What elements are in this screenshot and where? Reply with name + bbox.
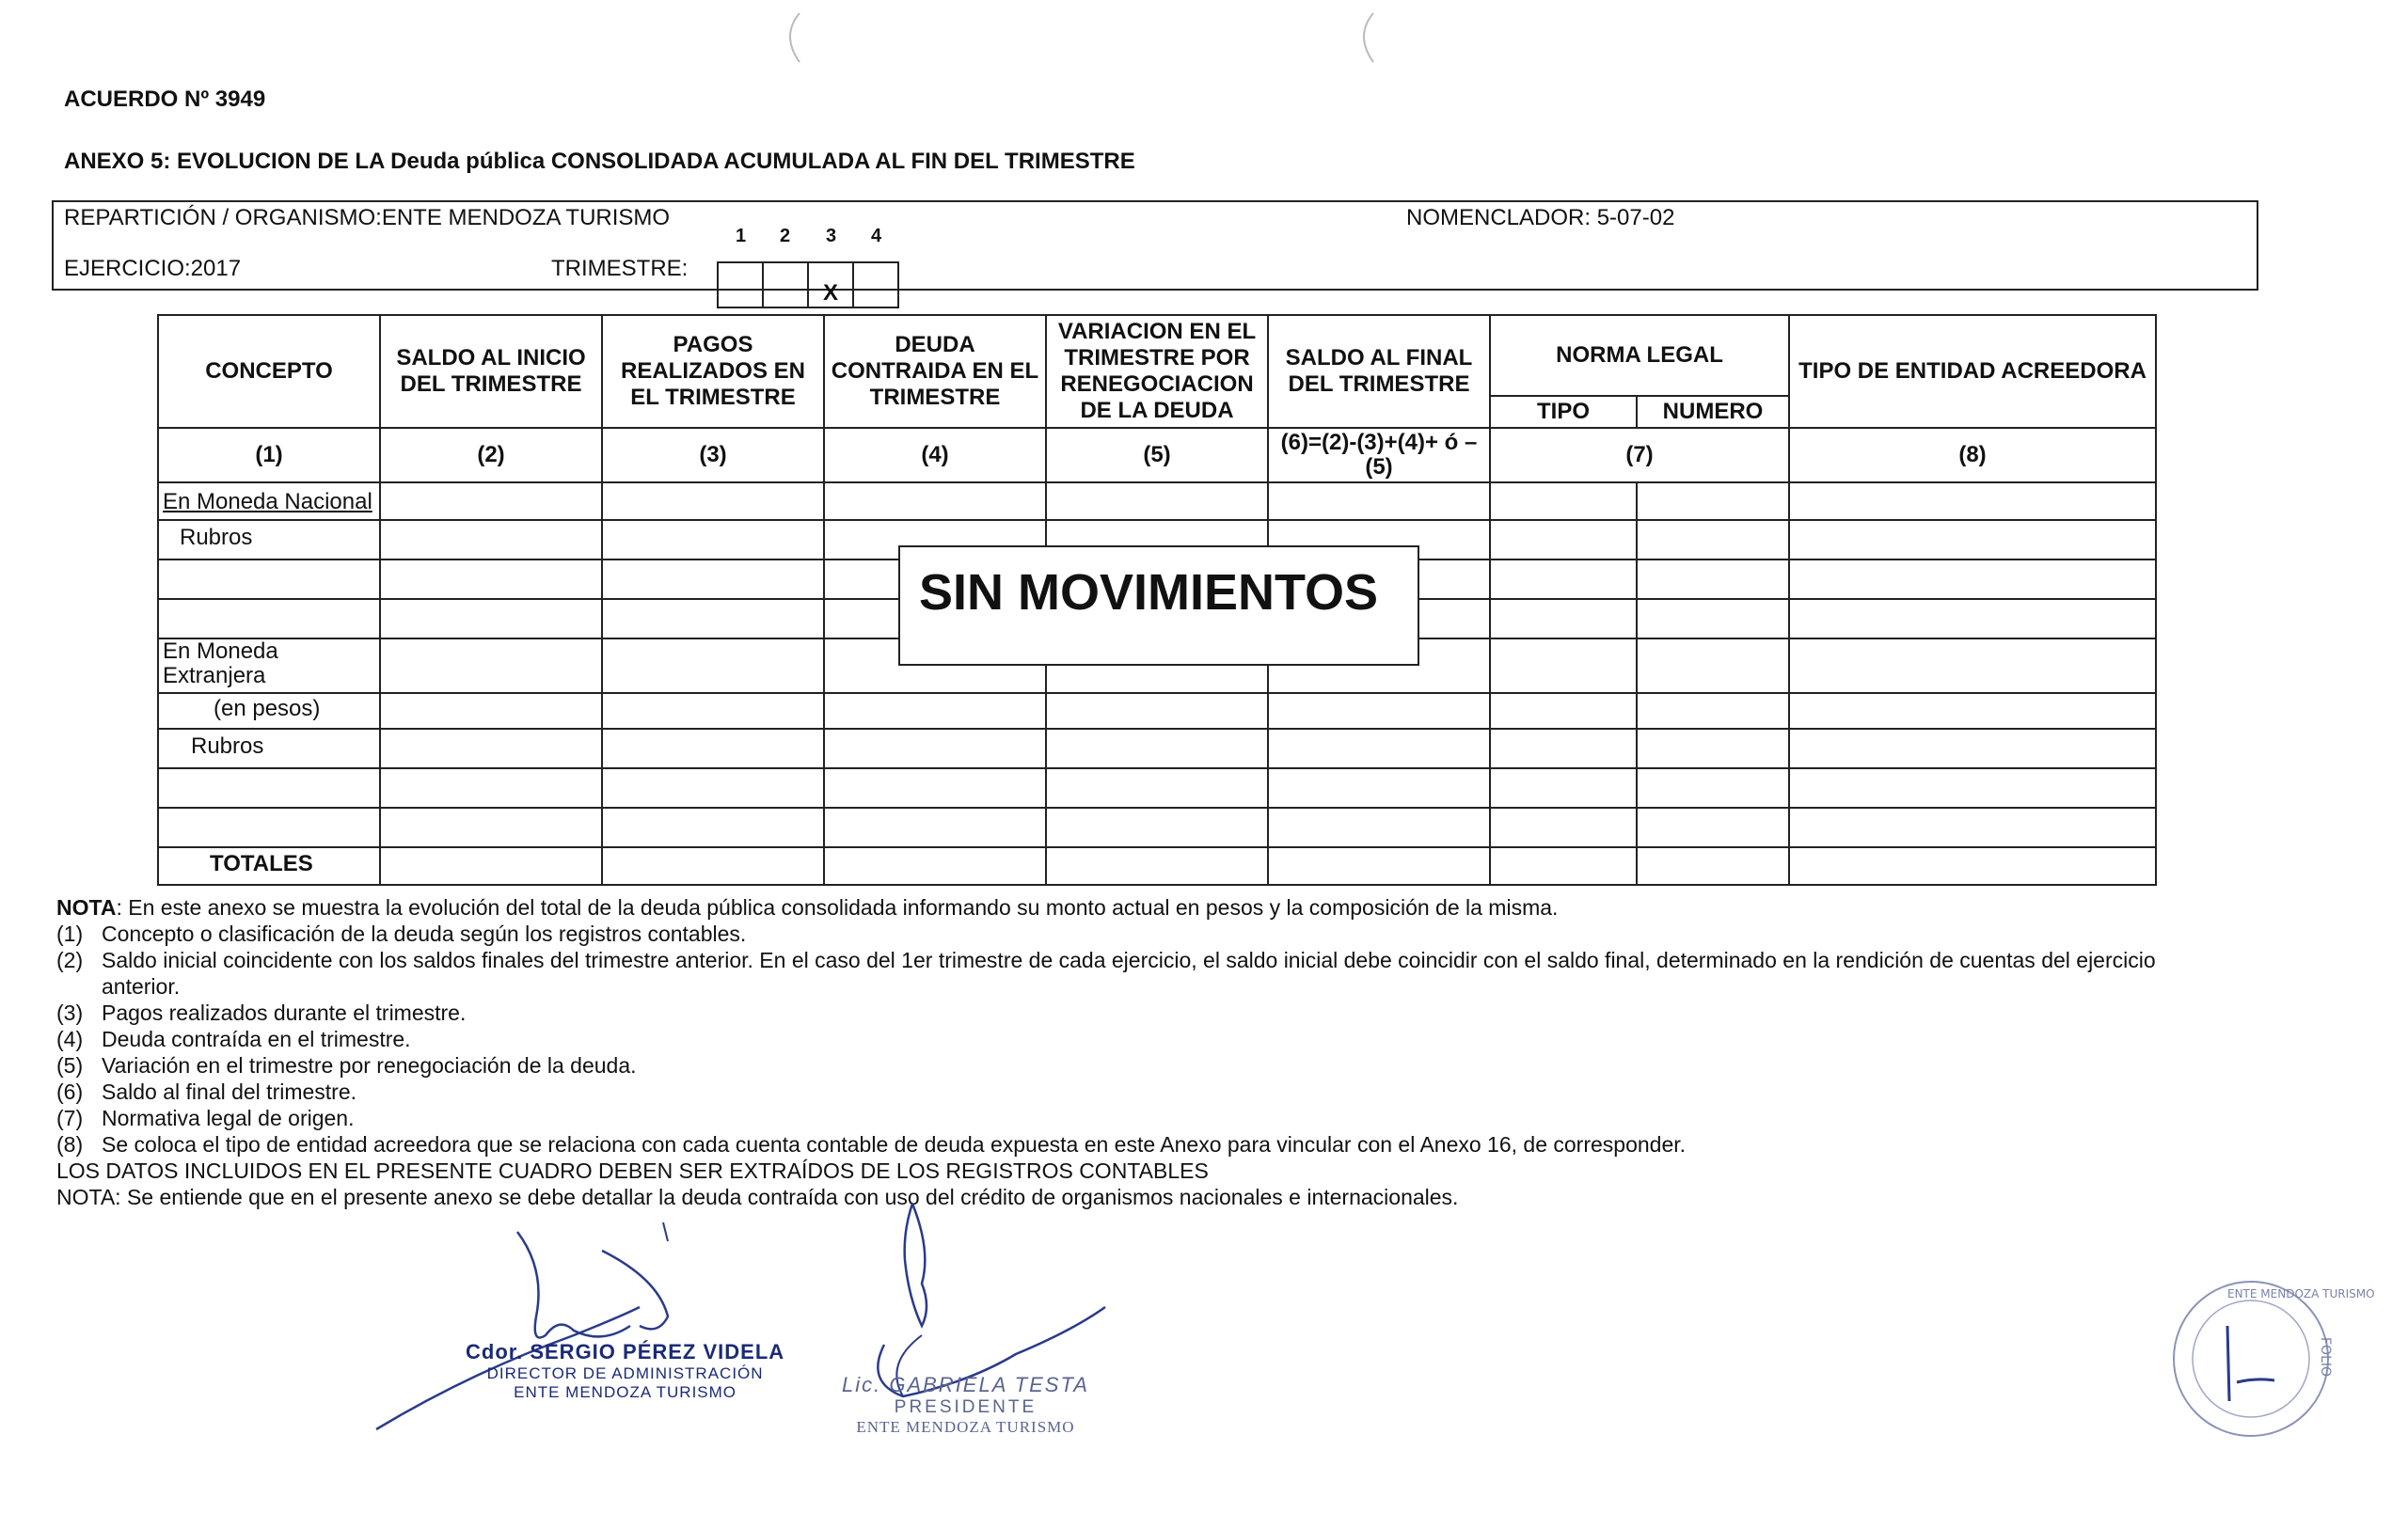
folio-seal: [2162, 1269, 2375, 1448]
note-number: (4): [56, 1027, 84, 1051]
datos-note: LOS DATOS INCLUIDOS EN EL PRESENTE CUADRO DEBEN SER EXTRAÍDOS DE LOS REGISTROS CONTABLES: [56, 1158, 1209, 1183]
table-row: [158, 482, 2156, 520]
trimestre-box-2[interactable]: [762, 261, 809, 308]
header-variacion: VARIACION EN EL TRIMESTRE POR RENEGOCIACION DE LA DEUDA: [1046, 315, 1268, 428]
header-tipo: TIPO: [1490, 396, 1637, 428]
note-text: Deuda contraída en el trimestre.: [102, 1027, 411, 1051]
row-label-totales: TOTALES: [158, 847, 380, 885]
trimestre-box-4[interactable]: [852, 261, 899, 308]
note-item: [56, 947, 2314, 1000]
note-text: Variación en el trimestre por renegociación de la deuda.: [102, 1053, 637, 1078]
note-number: (1): [56, 922, 84, 946]
header-numero: NUMERO: [1637, 396, 1789, 428]
note-item: [56, 1131, 2314, 1158]
col-number-2: (2): [380, 428, 602, 482]
nota-2: NOTA: Se entiende que en el presente anexo se debe detallar la deuda contraída con uso del crédito de organismos nacionales e internacionales.: [56, 1185, 1459, 1209]
table-row-totales: [158, 847, 2156, 885]
note-item: [56, 921, 2314, 947]
note-item: [56, 1000, 2314, 1026]
col-number-5: (5): [1046, 428, 1268, 482]
header-deuda: DEUDA CONTRAIDA EN EL TRIMESTRE: [824, 315, 1046, 428]
row-label-en-pesos: (en pesos): [158, 693, 380, 729]
ejercicio-label: EJERCICIO:2017: [64, 256, 242, 281]
note-number: (2): [56, 948, 84, 972]
row-label-moneda-nacional: En Moneda Nacional: [158, 482, 380, 520]
signature-1-title: DIRECTOR DE ADMINISTRACIÓN: [486, 1364, 764, 1382]
signature-2-title: PRESIDENTE: [894, 1397, 1038, 1417]
signature-1-scribble: [357, 1213, 715, 1439]
note-item: [56, 1079, 2314, 1105]
signature-1-org: ENTE MENDOZA TURISMO: [514, 1383, 737, 1401]
signature-1-name: Cdor. SERGIO PÉREZ VIDELA: [466, 1340, 785, 1363]
note-text: Pagos realizados durante el trimestre.: [102, 1001, 467, 1025]
note-number: (8): [56, 1132, 84, 1157]
trimestre-label: TRIMESTRE:: [551, 256, 689, 281]
notes-section: [56, 894, 2314, 1210]
scan-mark-left: [771, 9, 809, 66]
header-norma-legal: NORMA LEGAL: [1490, 315, 1789, 396]
trimestre-number-4: 4: [871, 226, 882, 246]
header-tipo-entidad: TIPO DE ENTIDAD ACREEDORA: [1789, 315, 2156, 428]
col-number-7: (7): [1490, 428, 1789, 482]
nota-1-text: : En este anexo se muestra la evolución del total de la deuda pública consolidada informando su monto actual en pesos y la composición de la misma.: [116, 895, 1559, 920]
trimestre-number-3: 3: [826, 226, 837, 246]
trimestre-box-1[interactable]: [717, 261, 764, 308]
note-item: [56, 1026, 2314, 1052]
trimestre-number-2: 2: [780, 226, 791, 246]
table-row: [158, 768, 2156, 808]
note-number: (3): [56, 1001, 84, 1025]
row-label-rubros-1: Rubros: [158, 520, 380, 559]
header-pagos: PAGOS REALIZADOS EN EL TRIMESTRE: [602, 315, 824, 428]
table-row: [158, 808, 2156, 847]
anexo-title: ANEXO 5: EVOLUCION DE LA Deuda pública CONSOLIDADA ACUMULADA AL FIN DEL TRIMESTRE: [64, 149, 1135, 174]
note-text: Concepto o clasificación de la deuda según los registros contables.: [102, 922, 747, 946]
table-row: [158, 729, 2156, 768]
row-label-moneda-extranjera-text: En Moneda Extranjera: [163, 638, 278, 688]
note-number: (6): [56, 1080, 84, 1104]
col-number-1: (1): [158, 428, 380, 482]
acuerdo-title: ACUERDO Nº 3949: [64, 87, 266, 112]
nota-1-label: NOTA: [56, 895, 117, 920]
header-saldo-inicio: SALDO AL INICIO DEL TRIMESTRE: [380, 315, 602, 428]
signature-1-block: [466, 1340, 784, 1402]
note-text: Normativa legal de origen.: [102, 1106, 355, 1130]
row-label-rubros-2: Rubros: [158, 729, 380, 768]
header-saldo-final: SALDO AL FINAL DEL TRIMESTRE: [1268, 315, 1490, 428]
col-number-6: (6)=(2)-(3)+(4)+ ó – (5): [1268, 428, 1490, 482]
col-number-8: (8): [1789, 428, 2156, 482]
sin-movimientos-stamp: SIN MOVIMIENTOS: [898, 545, 1419, 666]
trimestre-box-3[interactable]: X: [807, 261, 854, 308]
signature-2-block: [842, 1373, 1089, 1437]
signature-2-name: Lic. GABRIELA TESTA: [842, 1373, 1089, 1396]
note-number: (5): [56, 1053, 84, 1078]
note-item: [56, 1105, 2314, 1131]
table-row: [158, 693, 2156, 729]
note-item: [56, 1052, 2314, 1079]
note-number: (7): [56, 1106, 84, 1130]
reparticion-label: REPARTICIÓN / ORGANISMO:ENTE MENDOZA TURISMO: [64, 205, 671, 230]
row-label-moneda-extranjera: [158, 638, 380, 693]
nomenclador-label: NOMENCLADOR: 5-07-02: [1406, 205, 1675, 230]
signature-2-org: ENTE MENDOZA TURISMO: [856, 1418, 1075, 1436]
col-number-3: (3): [602, 428, 824, 482]
nota-1: [56, 894, 2314, 921]
trimestre-number-1: 1: [736, 226, 747, 246]
note-text: Saldo inicial coincidente con los saldos finales del trimestre anterior. En el caso del 1er trimestre de cada ejercicio, el saldo inicial debe coincidir con el saldo final, determinado en la rendición de cuentas del ejercicio anterior.: [102, 948, 2156, 999]
col-number-4: (4): [824, 428, 1046, 482]
scan-mark-right: [1345, 9, 1383, 66]
header-concepto: CONCEPTO: [158, 315, 380, 428]
folio-seal-folio: FOLIO: [2318, 1337, 2333, 1378]
folio-seal-text: ENTE MENDOZA TURISMO: [2227, 1287, 2375, 1300]
note-text: Saldo al final del trimestre.: [102, 1080, 357, 1104]
note-text: Se coloca el tipo de entidad acreedora que se relaciona con cada cuenta contable de deuda expuesta en este Anexo para vincular con el Anexo 16, de corresponder.: [102, 1132, 1687, 1157]
